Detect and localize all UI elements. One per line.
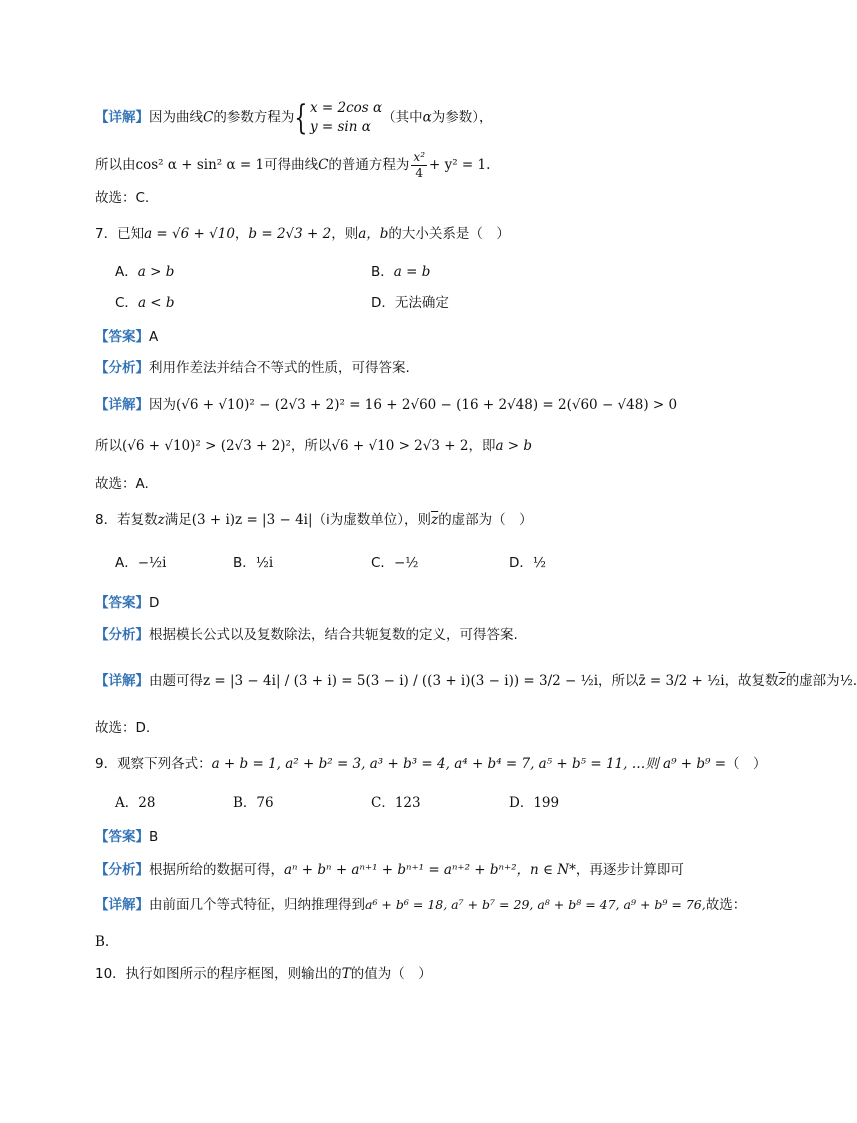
q9-option-c: C．123: [371, 795, 421, 811]
q7-option-c: C．a < b: [115, 295, 175, 311]
q10-stem: 10．执行如图所示的程序框图，则输出的T的值为（ ）: [95, 966, 432, 982]
q7-option-b: B．a = b: [371, 264, 431, 280]
q9-option-a: A．28: [115, 795, 156, 811]
q9-analysis: 【分析】根据所给的数据可得，aⁿ + bⁿ + aⁿ⁺¹ + bⁿ⁺¹ = aⁿ⁺² + bⁿ⁺²，n ∈ N*，再逐步计算即可: [95, 862, 684, 878]
ellipse-fraction: $\frac{\text{x²}}{4}$: [413, 150, 425, 180]
q7-stem: 7．已知a = √6 + √10，b = 2√3 + 2，则a，b的大小关系是（ ）: [95, 226, 510, 242]
q8-detail: 【详解】由题可得z = |3 − 4i| / (3 + i) = 5(3 − i) / ((3 + i)(3 − i)) = 3/2 − ½i，所以z̄ = 3/2 + ½i，故复数$\overline{z}$的虚部为½.: [95, 673, 857, 689]
q8-analysis: 【分析】根据模长公式以及复数除法，结合共轭复数的定义，可得答案.: [95, 627, 518, 643]
q6-detail-line2: 所以由cos² α + sin² α = 1可得曲线C的普通方程为 $\frac{\text{x²}}{4}$ + y² = 1.: [95, 150, 491, 180]
q9-detail: 【详解】由前面几个等式特征，归纳推理得到a⁶ + b⁶ = 18, a⁷ + b⁷ = 29, a⁸ + b⁸ = 47, a⁹ + b⁹ = 76,故选：: [95, 897, 747, 913]
identity-formula: cos² α + sin² α = 1: [135, 157, 265, 173]
q9-answer: 【答案】B: [95, 829, 159, 845]
q7-detail: 【详解】因为(√6 + √10)² − (2√3 + 2)² = 16 + 2√60 − (16 + 2√48) = 2(√60 − √48) > 0: [95, 397, 678, 413]
q7-option-a: A．a > b: [115, 264, 175, 280]
q8-option-d: D．½: [509, 555, 546, 571]
q7-option-d: D．无法确定: [371, 295, 449, 311]
q9-option-d: D．199: [509, 795, 560, 811]
q8-option-b: B．½i: [233, 555, 274, 571]
q8-answer: 【答案】D: [95, 595, 160, 611]
q9-choose: B.: [95, 934, 110, 950]
q9-stem: 9．观察下列各式：a + b = 1, a² + b² = 3, a³ + b³ = 4, a⁴ + b⁴ = 7, a⁵ + b⁵ = 11, …则 a⁹ + b⁹ =（ ）: [95, 756, 767, 772]
q6-detail-line1: 【详解】因为曲线C的参数方程为{ x = 2cos α y = sin α （其中α为参数），: [95, 98, 493, 138]
q8-option-c: C．−½: [371, 555, 419, 571]
q8-stem: 8．若复数z满足(3 + i)z = |3 − 4i|（i为虚数单位），则$\overline{z}$的虚部为（ ）: [95, 512, 533, 528]
detail-tag: 【详解】: [95, 109, 149, 126]
q6-choose: 故选：C.: [95, 190, 150, 206]
q7-answer: 【答案】A: [95, 329, 159, 345]
system-brace: {: [294, 98, 308, 138]
q8-choose: 故选：D.: [95, 720, 151, 736]
q9-option-b: B．76: [233, 795, 274, 811]
q7-choose: 故选：A.: [95, 476, 149, 492]
parametric-system: x = 2cos α y = sin α: [309, 100, 383, 135]
q7-detail-line2: 所以(√6 + √10)² > (2√3 + 2)²，所以√6 + √10 > 2√3 + 2，即a > b: [95, 438, 533, 454]
q7-analysis: 【分析】利用作差法并结合不等式的性质，可得答案.: [95, 360, 410, 376]
q8-option-a: A．−½i: [115, 555, 167, 571]
